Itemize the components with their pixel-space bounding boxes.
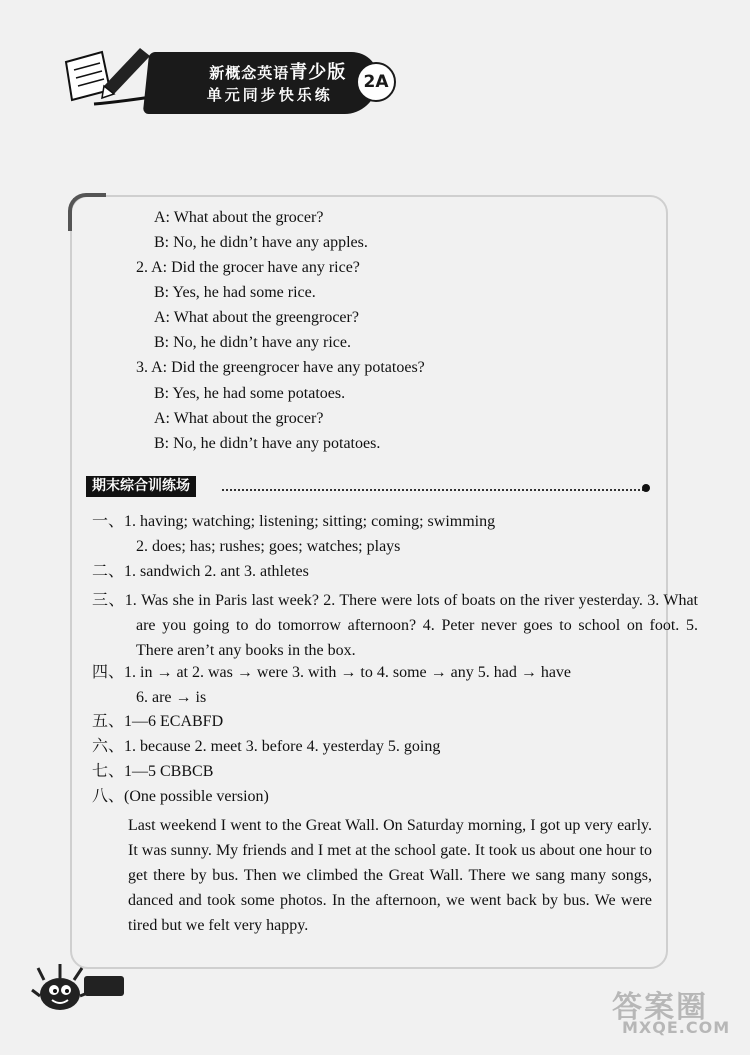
section-title: 期末综合训练场: [86, 476, 196, 497]
header-banner: [58, 38, 389, 110]
edition-title: 青少版: [289, 62, 347, 83]
banner-title-block: [143, 52, 382, 114]
page-number-tab: [84, 976, 124, 996]
answer-line: A: What about the greengrocer?: [154, 309, 359, 326]
answer-line: B: No, he didn’t have any potatoes.: [154, 435, 381, 452]
answer-line: B: No, he didn’t have any apples.: [154, 234, 368, 251]
answer-line: 2. A: Did the grocer have any rice?: [136, 259, 360, 276]
answer-part-6: 六、1. because 2. meet 3. before 4. yesterday 5. going: [92, 738, 441, 755]
sample-essay: Last weekend I went to the Great Wall. On Saturday morning, I got up very early. It was sunny. My friends and I met at the school gate. It took us about one hour to get there by bus. Then we climbed the Great Wall. There we sang many songs, danced and took some photos. In the afternoon, we went back by bus. We were tired but we felt very happy.: [128, 817, 652, 934]
site-watermark: [592, 982, 742, 1042]
answer-part-4-cont: 6. are → is: [136, 689, 207, 706]
answer-line: B: Yes, he had some potatoes.: [154, 385, 346, 402]
book-subtitle: 单元同步快乐练: [206, 86, 333, 104]
answer-part-8: 八、(One possible version): [92, 788, 269, 805]
answer-line: B: No, he didn’t have any rice.: [154, 334, 351, 351]
book-title: [209, 58, 346, 84]
answer-line: A: What about the grocer?: [154, 209, 324, 226]
box-corner-decoration: [68, 193, 106, 231]
answer-line: 3. A: Did the greengrocer have any potatoes?: [136, 359, 425, 376]
answer-part-5: 五、1—6 ECABFD: [92, 713, 224, 730]
answer-part-3: 三、1. Was she in Paris last week? 2. There were lots of boats on the river yesterday. 3. What are you going to do tomorrow afternoon? 4. Peter never goes to school on foot. 5. There aren’t any books in the box.: [92, 592, 698, 659]
series-title: 新概念英语: [209, 64, 290, 82]
section-divider: [222, 489, 644, 491]
answer-part-4: 四、1. in → at 2. was → were 3. with → to 4. some → any 5. had → have: [92, 664, 572, 681]
answer-part-7: 七、1—5 CBBCB: [92, 763, 214, 780]
answer-part-1: 一、1. having; watching; listening; sitting; coming; swimming: [92, 513, 496, 530]
level-badge: 2A: [356, 62, 396, 102]
answer-line: B: Yes, he had some rice.: [154, 284, 316, 301]
watermark-url: MXQE.COM: [622, 1018, 731, 1037]
divider-end-dot: [642, 484, 650, 492]
answer-part-2: 二、1. sandwich 2. ant 3. athletes: [92, 563, 309, 580]
answer-line: A: What about the grocer?: [154, 410, 324, 427]
watermark-logo: 答案圈: [612, 990, 708, 1025]
answer-part-1-cont: 2. does; has; rushes; goes; watches; plays: [136, 538, 401, 555]
